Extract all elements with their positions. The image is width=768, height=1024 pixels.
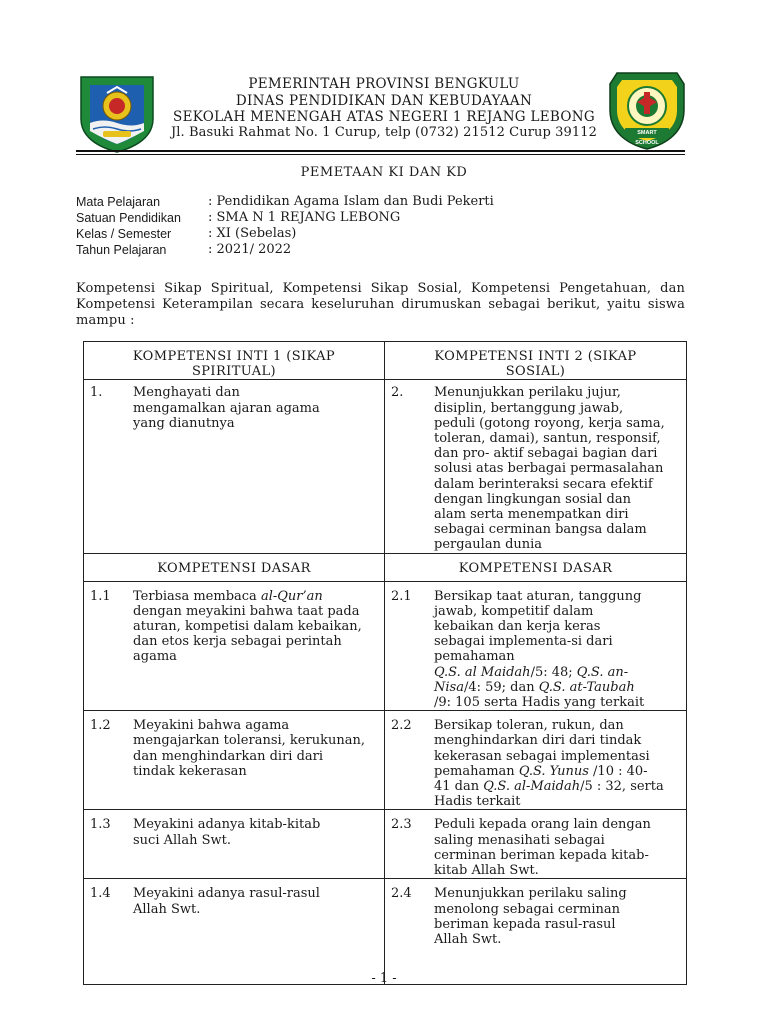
meta-key: Satuan Pendidikan bbox=[76, 211, 181, 225]
kd-text-italic: Q.S. al-Maidah bbox=[483, 779, 581, 795]
kd-row bbox=[84, 810, 687, 879]
kd-header-left: KOMPETENSI DASAR bbox=[84, 553, 385, 581]
meta-key: Tahun Pelajaran bbox=[76, 243, 167, 257]
meta-value: : SMA N 1 REJANG LEBONG bbox=[208, 210, 401, 225]
kd-header-right: KOMPETENSI DASAR bbox=[385, 553, 687, 581]
kd-text-italic: al-Qur’an bbox=[260, 588, 323, 604]
kd-text: Meyakini adanya kitab-kitab suci Allah Swt. bbox=[133, 817, 321, 848]
ki1-header: KOMPETENSI INTI 1 (SIKAP SPIRITUAL) bbox=[84, 342, 385, 380]
kd-number: 1.4 bbox=[90, 886, 111, 902]
kd-text-italic: Q.S. an- Nisa bbox=[434, 664, 629, 695]
kd-text-part: Bersikap toleran, rukun, dan menghindarkan diri dari tindak kekerasan sebagai implementasi pemahaman bbox=[434, 718, 650, 779]
kd-left-cell bbox=[84, 711, 385, 810]
kd-left-cell bbox=[84, 879, 385, 985]
kd-left-cell bbox=[84, 581, 385, 711]
kd-text-italic: Q.S. at-Taubah bbox=[538, 679, 635, 695]
page-number: - 1 - bbox=[371, 971, 397, 986]
meta-block bbox=[76, 194, 494, 258]
kd-right-cell bbox=[385, 711, 687, 810]
header-address: Jl. Basuki Rahmat No. 1 Curup, telp (0732) 21512 Curup 39112 bbox=[170, 125, 598, 140]
kd-row bbox=[84, 581, 687, 711]
header-line-1: PEMERINTAH PROVINSI BENGKULU bbox=[248, 76, 520, 92]
meta-row bbox=[76, 194, 494, 210]
kd-text-italic: Q.S. Yunus bbox=[518, 763, 589, 779]
kd-number: 2.3 bbox=[391, 817, 412, 833]
ki2-cell bbox=[385, 380, 687, 553]
header-rule-thin bbox=[76, 154, 685, 155]
ki-header-row bbox=[84, 342, 687, 380]
kd-text-part: /4: 59; dan bbox=[463, 679, 539, 695]
kd-text bbox=[133, 589, 378, 665]
kd-text-italic: Q.S. al Maidah bbox=[434, 664, 531, 680]
intro-paragraph: Kompetensi Sikap Spiritual, Kompetensi Sikap Sosial, Kompetensi Pengetahuan, dan Kompetensi Keterampilan secara keseluruhan dirumuskan sebagai berikut, yaitu siswa mampu : bbox=[76, 281, 685, 328]
kd-text bbox=[434, 718, 680, 809]
ki2-number: 2. bbox=[391, 385, 404, 401]
kd-text-part: /9: 105 serta Hadis yang terkait bbox=[434, 695, 645, 711]
kd-number: 2.2 bbox=[391, 718, 412, 734]
document-title: PEMETAAN KI DAN KD bbox=[300, 165, 468, 180]
meta-key: Kelas / Semester bbox=[76, 227, 172, 241]
kd-number: 1.3 bbox=[90, 817, 111, 833]
ki1-text: Menghayati dan mengamalkan ajaran agama yang dianutnya bbox=[133, 385, 320, 431]
kd-header-row bbox=[84, 553, 687, 581]
header-line-2: DINAS PENDIDIKAN DAN KEBUDAYAAN bbox=[235, 93, 533, 109]
meta-value: : Pendidikan Agama Islam dan Budi Pekerti bbox=[208, 194, 494, 209]
kd-row bbox=[84, 711, 687, 810]
header-rule-thick bbox=[76, 150, 685, 152]
kd-text-part: Terbiasa membaca bbox=[133, 588, 261, 604]
kd-right-cell bbox=[385, 581, 687, 711]
competency-table bbox=[83, 341, 687, 985]
kd-text-part: /5 : 32, serta Hadis terkait bbox=[434, 779, 664, 810]
kd-text-part: /10 : 40- 41 dan bbox=[434, 763, 648, 795]
kd-text: Meyakini bahwa agama mengajarkan toleransi, kerukunan, dan menghindarkan diri dari tindak kekerasan bbox=[133, 718, 365, 779]
kd-text: Menunjukkan perilaku saling menolong sebagai cerminan beriman kepada rasul-rasul Allah Swt. bbox=[434, 886, 627, 947]
kd-text-part: Bersikap taat aturan, tanggung jawab, kompetitif dalam kebaikan dan kerja keras sebagai implementa-si dari pemahaman bbox=[434, 588, 642, 665]
ki-content-row bbox=[84, 380, 687, 553]
header-line-3: SEKOLAH MENENGAH ATAS NEGERI 1 REJANG LEBONG bbox=[173, 109, 595, 125]
ki1-cell bbox=[84, 380, 385, 553]
kd-text: Peduli kepada orang lain dengan saling menasihati sebagai cerminan beriman kepada kitab- kitab Allah Swt. bbox=[434, 817, 651, 879]
kd-number: 1.1 bbox=[90, 588, 111, 604]
meta-row bbox=[76, 242, 494, 258]
kd-row bbox=[84, 879, 687, 985]
kd-number: 1.2 bbox=[90, 718, 111, 734]
meta-value: : XI (Sebelas) bbox=[208, 226, 297, 241]
kd-right-cell bbox=[385, 810, 687, 879]
kd-text bbox=[434, 589, 680, 711]
ki2-header: KOMPETENSI INTI 2 (SIKAP SOSIAL) bbox=[385, 342, 687, 380]
meta-value: : 2021/ 2022 bbox=[208, 242, 292, 257]
meta-row bbox=[76, 210, 494, 226]
meta-key: Mata Pelajaran bbox=[76, 195, 161, 209]
ki2-text: Menunjukkan perilaku jujur, disiplin, bertanggung jawab, peduli (gotong royong, kerja sama, toleran, damai), santun, responsif, dan pro- aktif sebagai bagian dari solusi atas berbagai permasalahan dalam berinteraksi secara efektif dengan lingkungan sosial dan alam serta menempatkan diri sebagai cerminan bangsa dalam pergaulan dunia bbox=[434, 385, 665, 553]
ki1-number: 1. bbox=[90, 385, 103, 401]
kd-text-part: /5: 48; bbox=[530, 664, 577, 680]
kd-text: Meyakini adanya rasul-rasul Allah Swt. bbox=[133, 886, 320, 917]
kd-number: 2.4 bbox=[391, 886, 412, 902]
meta-row bbox=[76, 226, 494, 242]
kd-number: 2.1 bbox=[391, 588, 412, 604]
school-logo-label: SMART SCHOOL bbox=[635, 130, 659, 146]
kd-text-part: dengan meyakini bahwa taat pada aturan, kompetisi dalam kebaikan, dan etos kerja sebagai perintah agama bbox=[133, 603, 362, 665]
kd-left-cell bbox=[84, 810, 385, 879]
kd-right-cell bbox=[385, 879, 687, 985]
